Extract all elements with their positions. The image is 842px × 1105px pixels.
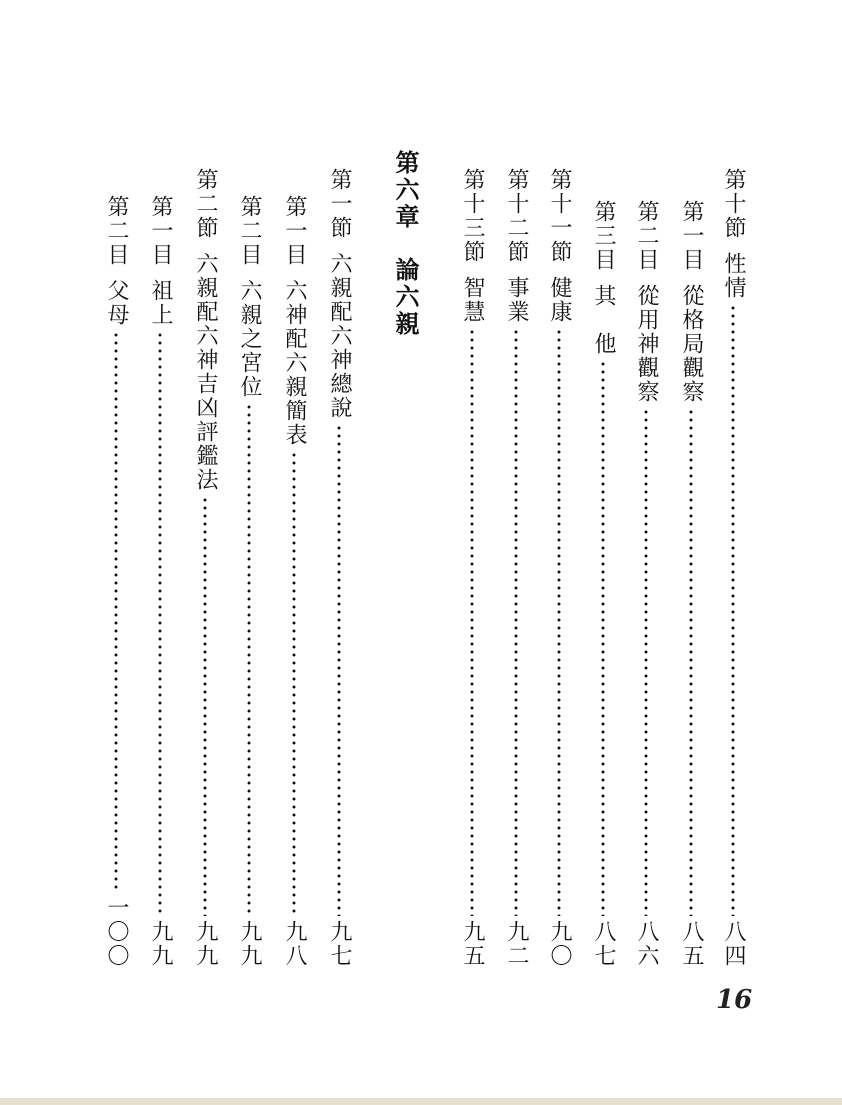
toc-entry [676,200,706,968]
entry-title: 健康 [547,276,572,324]
toc-entry [279,195,309,968]
entry-heading: 第二目 [237,195,262,267]
entry-heading: 第二目 [104,195,129,267]
page-edge [0,1098,842,1105]
entry-page-number: 九二 [504,920,529,968]
entry-title: 六親之宮位 [237,279,262,399]
toc-entry [234,195,264,968]
entry-title: 事業 [504,276,529,324]
toc-entry [145,195,175,968]
dot-leader [203,496,207,916]
entry-title: 六親配六神吉凶評鑑法 [193,252,218,492]
dot-leader [114,331,118,892]
entry-title: 性情 [721,252,746,300]
dot-leader [514,328,518,916]
entry-heading: 第十節 [721,168,746,240]
entry-page-number: 一〇〇 [104,896,129,968]
dot-leader [689,408,693,916]
entry-title: 從用神觀察 [634,284,659,404]
chapter-number: 第六章 [391,150,420,231]
entry-page-number: 九七 [327,920,352,968]
entry-page-number: 八五 [679,920,704,968]
entry-heading: 第一目 [679,200,704,272]
entry-title: 祖上 [148,279,173,327]
entry-title: 其 他 [591,284,616,356]
entry-title: 六親配六神總說 [327,252,352,420]
dot-leader [731,304,735,916]
entry-title: 六神配六親簡表 [282,279,307,447]
toc-entry [718,168,748,968]
dot-leader [337,424,341,916]
dot-leader [292,451,296,916]
entry-heading: 第二節 [193,168,218,240]
entry-page-number: 九八 [282,920,307,968]
entry-title: 父母 [104,279,129,327]
dot-leader [557,328,561,916]
chapter-title: 論六親 [391,257,420,338]
dot-leader [158,331,162,916]
page-number: 16 [716,985,753,1015]
entry-heading: 第一目 [282,195,307,267]
entry-heading: 第三目 [591,200,616,272]
entry-title: 智慧 [460,276,485,324]
entry-page-number: 九九 [193,920,218,968]
entry-page-number: 八四 [721,920,746,968]
dot-leader [470,328,474,916]
entry-heading: 第一目 [148,195,173,267]
toc-entry [190,168,220,968]
toc-entry [324,168,354,968]
entry-heading: 第二目 [634,200,659,272]
entry-page-number: 九五 [460,920,485,968]
toc-entry [101,195,131,968]
toc-entry [457,168,487,968]
entry-page-number: 九〇 [547,920,572,968]
entry-page-number: 八七 [591,920,616,968]
toc-entry [588,200,618,968]
toc-entry [501,168,531,968]
toc-entry [544,168,574,968]
entry-heading: 第一節 [327,168,352,240]
entry-heading: 第十一節 [547,168,572,264]
entry-page-number: 八六 [634,920,659,968]
dot-leader [601,360,605,916]
entry-title: 從格局觀察 [679,284,704,404]
entry-page-number: 九九 [237,920,262,968]
chapter-heading [387,150,423,338]
toc-entry [631,200,661,968]
entry-page-number: 九九 [148,920,173,968]
entry-heading: 第十二節 [504,168,529,264]
dot-leader [247,403,251,916]
entry-heading: 第十三節 [460,168,485,264]
dot-leader [644,408,648,916]
